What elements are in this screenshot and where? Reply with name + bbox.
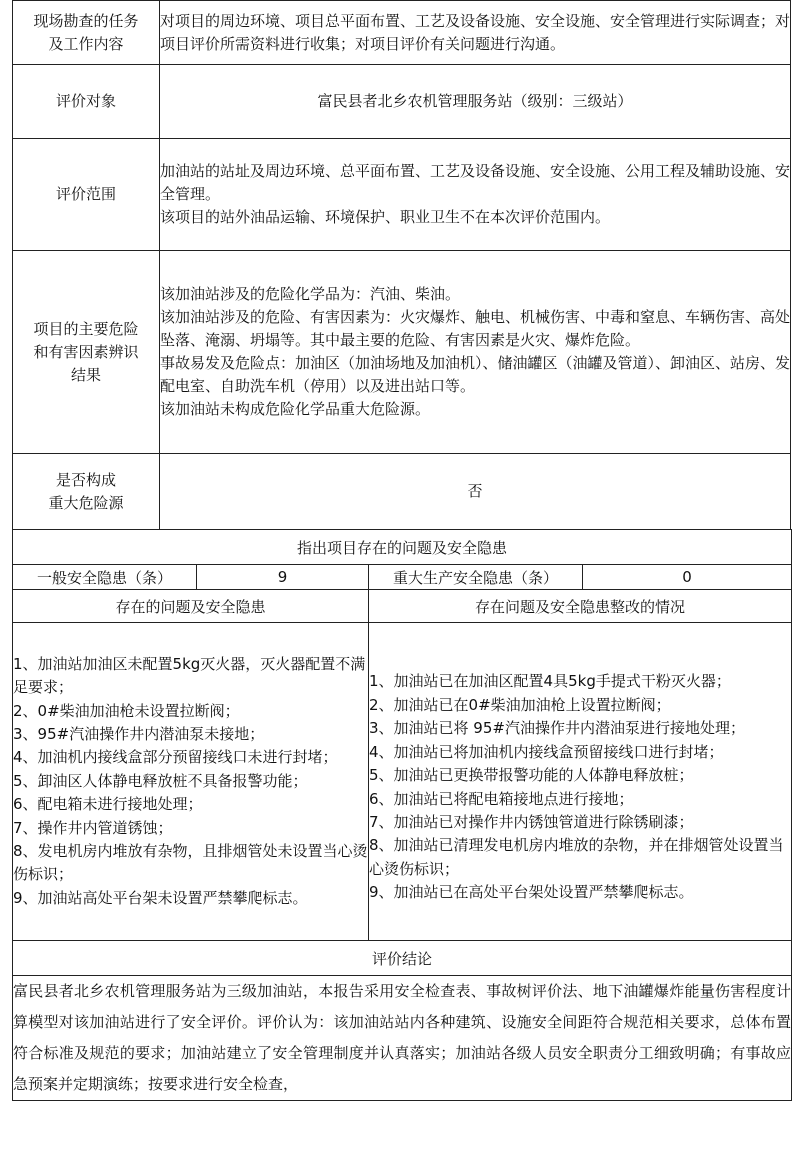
label-major-hazard-source: 是否构成 重大危险源 bbox=[13, 454, 160, 530]
row-site-survey bbox=[13, 1, 791, 65]
hazard-count-row bbox=[13, 565, 792, 590]
info-table bbox=[12, 0, 791, 530]
row-evaluation-scope bbox=[13, 139, 791, 251]
content-evaluation-scope: 加油站的站址及周边环境、总平面布置、工艺及设备设施、安全设施、公用工程及辅助设施、安全管理。 该项目的站外油品运输、环境保护、职业卫生不在本次评价范围内。 bbox=[160, 139, 791, 251]
list-item: 7、操作井内管道锈蚀； bbox=[13, 818, 173, 837]
general-hazard-label: 一般安全隐患（条） bbox=[13, 565, 197, 590]
rectifications-list bbox=[369, 623, 792, 941]
content-site-survey: 对项目的周边环境、项目总平面布置、工艺及设备设施、安全设施、安全管理进行实际调查；对项目评价所需资料进行收集；对项目评价有关问题进行沟通。 bbox=[160, 1, 791, 65]
hazards-title: 指出项目存在的问题及安全隐患 bbox=[13, 530, 792, 565]
list-item: 3、加油站已将 95#汽油操作井内潜油泵进行接地处理； bbox=[369, 719, 745, 738]
row-major-hazard-source bbox=[13, 454, 791, 530]
conclusion-text: 富民县者北乡农机管理服务站为三级加油站，本报告采用安全检查表、事故树评价法、地下油罐爆炸能量伤害程度计算模型对该加油站进行了安全评价。评价认为：该加油站站内各种建筑、设施安全间距符合规范相关要求，总体布置符合标准及规范的要求；加油站建立了安全管理制度并认真落实；加油站各级人员安全职责分工细致明确；有事故应急预案并定期演练；按要求进行安全检查， bbox=[13, 976, 792, 1101]
conclusion-text-row bbox=[13, 976, 792, 1101]
list-item: 7、加油站已对操作井内锈蚀管道进行除锈刷漆； bbox=[369, 812, 694, 831]
list-item: 6、加油站已将配电箱接地点进行接地； bbox=[369, 789, 634, 808]
content-evaluation-object: 富民县者北乡农机管理服务站（级别：三级站） bbox=[160, 65, 791, 139]
hazards-title-row bbox=[13, 530, 792, 565]
list-item: 2、0#柴油加油枪未设置拉断阀； bbox=[13, 701, 240, 720]
list-item: 4、加油站已将加油机内接线盒预留接线口进行封堵； bbox=[369, 742, 724, 761]
hazards-list-row bbox=[13, 623, 792, 941]
label-evaluation-scope: 评价范围 bbox=[13, 139, 160, 251]
list-item: 6、配电箱未进行接地处理； bbox=[13, 795, 203, 814]
list-item: 8、加油站已清理发电机房内堆放的杂物，并在排烟管处设置当心烫伤标识； bbox=[369, 836, 784, 878]
list-item: 3、95#汽油操作井内潜油泵未接地； bbox=[13, 724, 265, 743]
hazards-subheader-row bbox=[13, 590, 792, 623]
list-item: 9、加油站已在高处平台架处设置严禁攀爬标志。 bbox=[369, 883, 694, 902]
conclusion-title-row bbox=[13, 941, 792, 976]
list-item: 5、卸油区人体静电释放桩不具备报警功能； bbox=[13, 771, 308, 790]
label-hazard-identification: 项目的主要危险 和有害因素辨识 结果 bbox=[13, 251, 160, 454]
list-item: 9、加油站高处平台架未设置严禁攀爬标志。 bbox=[13, 888, 308, 907]
list-item: 2、加油站已在0#柴油加油枪上设置拉断阀； bbox=[369, 695, 671, 714]
problems-list bbox=[13, 623, 369, 941]
row-evaluation-object bbox=[13, 65, 791, 139]
report-page bbox=[12, 0, 791, 1101]
problems-header: 存在的问题及安全隐患 bbox=[13, 590, 369, 623]
list-item: 8、发电机房内堆放有杂物，且排烟管处未设置当心烫伤标识； bbox=[13, 842, 368, 884]
list-item: 1、加油站加油区未配置5kg灭火器，灭火器配置不满足要求； bbox=[13, 654, 366, 697]
conclusion-title: 评价结论 bbox=[13, 941, 792, 976]
list-item: 5、加油站已更换带报警功能的人体静电释放桩； bbox=[369, 766, 694, 785]
list-item: 4、加油机内接线盒部分预留接线口未进行封堵； bbox=[13, 748, 338, 767]
hazards-table bbox=[12, 529, 792, 1101]
content-major-hazard-source: 否 bbox=[160, 454, 791, 530]
rectifications-header: 存在问题及安全隐患整改的情况 bbox=[369, 590, 792, 623]
list-item: 1、加油站已在加油区配置4具5kg手提式干粉灭火器； bbox=[369, 672, 731, 691]
label-site-survey: 现场勘查的任务 及工作内容 bbox=[13, 1, 160, 65]
major-hazard-count: 0 bbox=[583, 565, 792, 590]
major-hazard-label: 重大生产安全隐患（条） bbox=[369, 565, 583, 590]
row-hazard-identification bbox=[13, 251, 791, 454]
label-evaluation-object: 评价对象 bbox=[13, 65, 160, 139]
content-hazard-identification: 该加油站涉及的危险化学品为：汽油、柴油。 该加油站涉及的危险、有害因素为：火灾爆炸、触电、机械伤害、中毒和窒息、车辆伤害、高处坠落、淹溺、坍塌等。其中最主要的危险、有害因素是火灾、爆炸危险。 事故易发及危险点：加油区（加油场地及加油机）、储油罐区（油罐及管道）、卸油区、站房、发配电室、自助洗车机（停用）以及进出站口等。 该加油站未构成危险化学品重大危险源。 bbox=[160, 251, 791, 454]
general-hazard-count: 9 bbox=[197, 565, 369, 590]
